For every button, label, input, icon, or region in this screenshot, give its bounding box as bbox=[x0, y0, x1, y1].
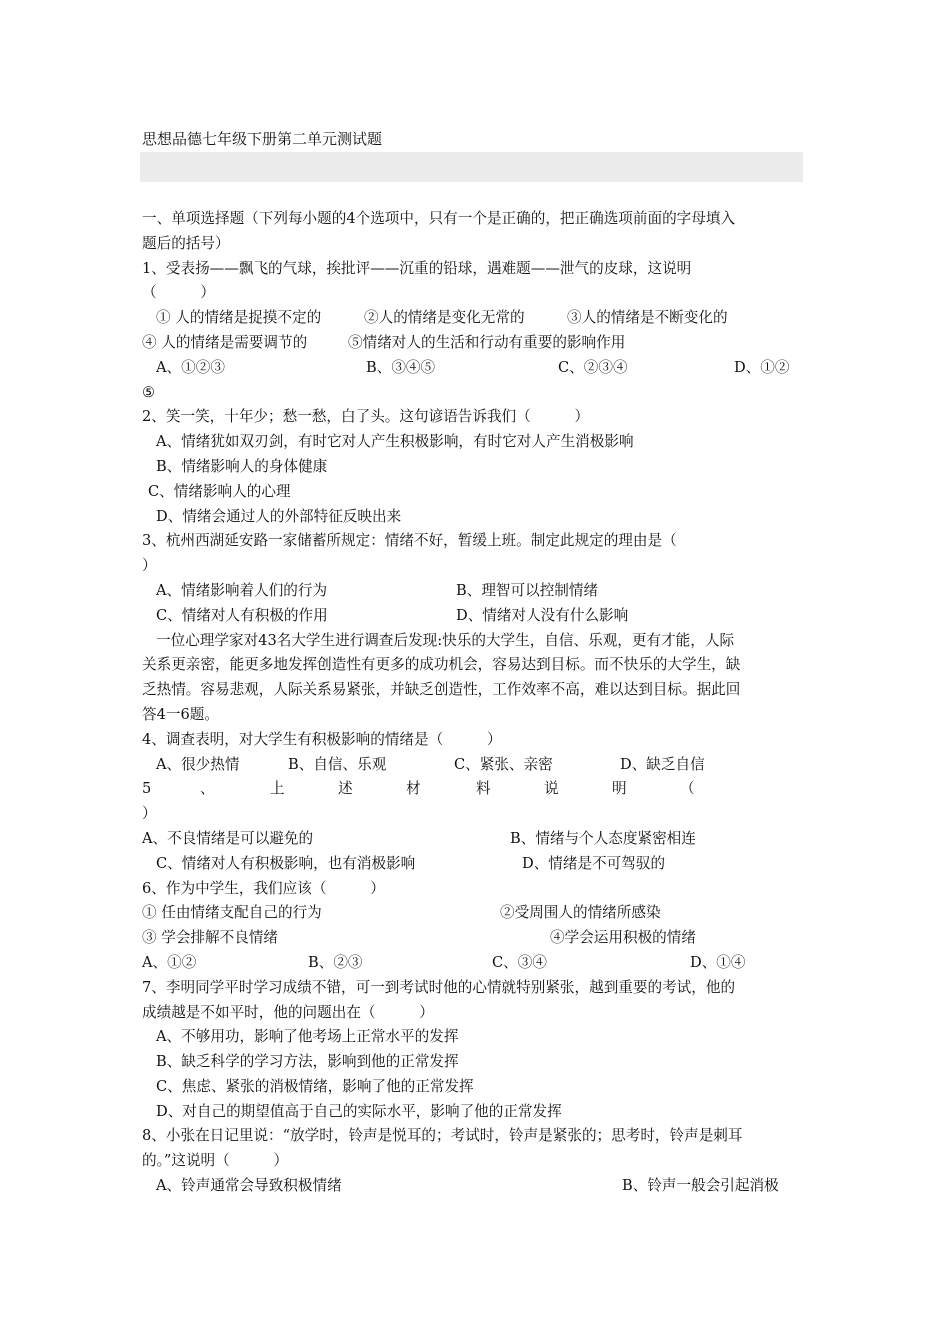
question-5-stem-cont: ） bbox=[142, 805, 157, 823]
option-b: B、②③ bbox=[308, 953, 363, 971]
question-5-options-row bbox=[142, 852, 804, 877]
stem-part: （ bbox=[680, 780, 695, 798]
question-6-options-row bbox=[142, 951, 804, 976]
question-1-option-wrap: ⑤ bbox=[142, 383, 156, 401]
option-a: A、情绪影响着人们的行为 bbox=[156, 581, 328, 599]
option-c: C、紧张、亲密 bbox=[454, 755, 553, 773]
question-1-options-row bbox=[142, 356, 804, 381]
stem-part: 上 bbox=[270, 780, 285, 798]
question-1-statements-row bbox=[142, 306, 804, 331]
option-a: A、铃声通常会导致积极情绪 bbox=[156, 1177, 342, 1195]
option-b: B、情绪与个人态度紧密相连 bbox=[510, 829, 696, 847]
option-a: A、不良情绪是可以避免的 bbox=[142, 829, 314, 847]
statement: ④学会运用积极的情绪 bbox=[550, 929, 696, 947]
question-3-options-row bbox=[142, 604, 804, 629]
option-a: A、很少热情 bbox=[156, 755, 240, 773]
statement: ⑤情绪对人的生活和行动有重要的影响作用 bbox=[348, 333, 626, 351]
question-1-statements-row bbox=[142, 331, 804, 356]
option-d: D、情绪对人没有什么影响 bbox=[456, 606, 629, 624]
question-2-option-c: C、情绪影响人的心理 bbox=[148, 482, 291, 500]
question-4-options-row bbox=[142, 753, 804, 778]
option-d: D、缺乏自信 bbox=[620, 755, 705, 773]
stem-part: 5 bbox=[142, 780, 152, 798]
option-c: C、③④ bbox=[492, 953, 547, 971]
question-2-option-a: A、情绪犹如双刃剑，有时它对人产生积极影响，有时它对人产生消极影响 bbox=[156, 433, 634, 451]
question-8-stem: 8、小张在日记里说：“放学时，铃声是悦耳的；考试时，铃声是紧张的；思考时，铃声是刺耳 bbox=[142, 1127, 743, 1145]
question-7-option-a: A、不够用功，影响了他考场上正常水平的发挥 bbox=[156, 1028, 459, 1046]
question-8-options-row bbox=[142, 1174, 804, 1199]
statement: ③ 学会排解不良情绪 bbox=[142, 929, 278, 947]
stem-part: 、 bbox=[200, 780, 215, 798]
stem-part: 材 bbox=[406, 780, 421, 798]
passage-line: 关系更亲密，能更多地发挥创造性有更多的成功机会，容易达到目标。而不快乐的大学生，缺 bbox=[142, 656, 741, 674]
question-7-option-c: C、焦虑、紧张的消极情绪，影响了他的正常发挥 bbox=[156, 1077, 474, 1095]
statement: ③人的情绪是不断变化的 bbox=[567, 309, 728, 327]
question-5-options-row bbox=[142, 827, 804, 852]
question-2-option-d: D、情绪会通过人的外部特征反映出来 bbox=[156, 507, 402, 525]
option-b: B、自信、乐观 bbox=[288, 755, 387, 773]
question-3-stem-cont: ） bbox=[142, 557, 157, 575]
question-6-stem: 6、作为中学生，我们应该（ ） bbox=[142, 879, 385, 897]
document-body bbox=[142, 207, 804, 1199]
question-3-options-row bbox=[142, 579, 804, 604]
question-1-stem-cont: （ ） bbox=[142, 284, 215, 302]
question-2-option-b: B、情绪影响人的身体健康 bbox=[156, 457, 328, 475]
passage-line: 答4一6题。 bbox=[142, 705, 219, 723]
question-7-option-b: B、缺乏科学的学习方法，影响到他的正常发挥 bbox=[156, 1053, 459, 1071]
statement: ②人的情绪是变化无常的 bbox=[364, 309, 525, 327]
option-b: B、铃声一般会引起消极 bbox=[622, 1177, 779, 1195]
option-a: A、①② bbox=[142, 953, 197, 971]
question-6-statements-row bbox=[142, 926, 804, 951]
question-1-stem: 1、受表扬——飘飞的气球，挨批评——沉重的铅球，遇难题——泄气的皮球，这说明 bbox=[142, 259, 692, 277]
header-shaded-bar bbox=[140, 152, 803, 182]
section-header-line: 一、单项选择题（下列每小题的4个选项中，只有一个是正确的，把正确选项前面的字母填入 bbox=[142, 210, 736, 227]
option-d: D、①④ bbox=[690, 953, 746, 971]
stem-part: 述 bbox=[338, 780, 353, 798]
statement: ②受周围人的情绪所感染 bbox=[500, 904, 661, 922]
question-8-stem-cont: 的。”这说明（ ） bbox=[142, 1152, 289, 1170]
option-c: C、情绪对人有积极的作用 bbox=[156, 606, 328, 624]
stem-part: 明 bbox=[612, 780, 627, 798]
question-7-option-d: D、对自己的期望值高于自己的实际水平，影响了他的正常发挥 bbox=[156, 1102, 562, 1120]
question-5-stem bbox=[142, 777, 804, 802]
passage-line: 一位心理学家对43名大学生进行调查后发现:快乐的大学生，自信、乐观，更有才能，人际 bbox=[156, 631, 735, 649]
option-b: B、③④⑤ bbox=[366, 358, 436, 376]
option-c: C、情绪对人有积极影响，也有消极影响 bbox=[156, 854, 416, 872]
question-4-stem: 4、调查表明，对大学生有积极影响的情绪是（ ） bbox=[142, 730, 502, 748]
statement: ④ 人的情绪是需要调节的 bbox=[142, 333, 308, 351]
option-d: D、①② bbox=[734, 358, 790, 376]
question-2-stem: 2、笑一笑，十年少；愁一愁，白了头。这句谚语告诉我们（ ） bbox=[142, 408, 590, 426]
option-d: D、情绪是不可驾驭的 bbox=[522, 854, 666, 872]
statement: ① 任由情绪支配自己的行为 bbox=[142, 904, 322, 922]
option-c: C、②③④ bbox=[558, 358, 628, 376]
question-3-stem: 3、杭州西湖延安路一家储蓄所规定：情绪不好，暂缓上班。制定此规定的理由是（ bbox=[142, 532, 677, 550]
document-title: 思想品德七年级下册第二单元测试题 bbox=[142, 130, 383, 148]
statement: ① 人的情绪是捉摸不定的 bbox=[156, 309, 322, 327]
stem-part: 料 bbox=[476, 780, 491, 798]
passage-line: 乏热情。容易悲观，人际关系易紧张，并缺乏创造性，工作效率不高，难以达到目标。据此回 bbox=[142, 681, 741, 699]
question-6-statements-row bbox=[142, 901, 804, 926]
option-b: B、理智可以控制情绪 bbox=[456, 581, 599, 599]
option-a: A、①②③ bbox=[156, 358, 225, 376]
section-header-line: 题后的括号） bbox=[142, 234, 230, 252]
stem-part: 说 bbox=[544, 780, 559, 798]
question-7-stem: 7、李明同学平时学习成绩不错，可一到考试时他的心情就特别紧张，越到重要的考试，他的 bbox=[142, 978, 736, 996]
question-7-stem-cont: 成绩越是不如平时，他的问题出在（ ） bbox=[142, 1003, 434, 1021]
